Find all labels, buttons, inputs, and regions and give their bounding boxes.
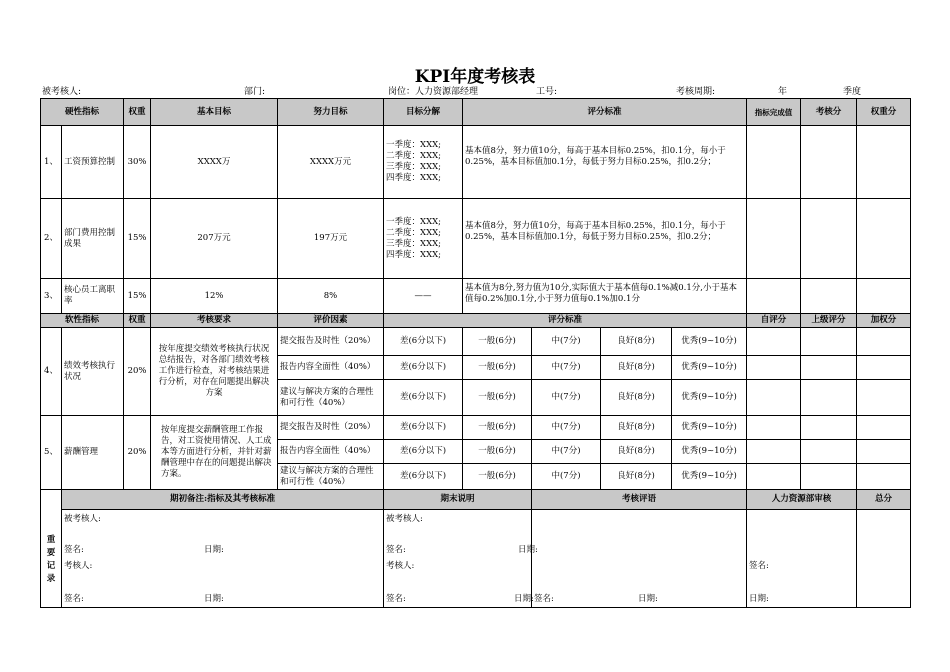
self-score[interactable] [747, 356, 801, 380]
indicator-name: 薪酬管理 [62, 416, 124, 490]
final-notes-header: 期末说明 [384, 490, 532, 510]
requirement-header: 考核要求 [151, 314, 278, 328]
superior-score[interactable] [801, 440, 857, 464]
breakdown-q2: 二季度：XXX; [386, 151, 442, 161]
row-no: 3、 [41, 279, 62, 314]
superior-score-header: 上级评分 [801, 314, 857, 328]
initial-assessor-label: 考核人: [64, 561, 93, 571]
total-score-cell[interactable] [857, 510, 911, 608]
assessment-requirement: 按年度提交薪酬管理工作报告，对工资使用情况、人工成本等方面进行分析，并针对薪酬管理中存在的问题提出解决方案。 [151, 416, 278, 490]
grade-good[interactable]: 良好(8分) [601, 356, 672, 380]
position-label: 岗位：人力资源部经理 [388, 87, 479, 97]
record-side-label [41, 490, 62, 608]
self-score[interactable] [747, 380, 801, 416]
indicator-weight: 15% [124, 279, 151, 314]
assessee-label: 被考核人: [42, 87, 82, 97]
grade-fair[interactable]: 一般(6分) [463, 464, 532, 490]
soft-weight-header: 权重 [124, 314, 151, 328]
weighted-value[interactable] [857, 279, 911, 314]
weighted-score[interactable] [857, 380, 911, 416]
hard-indicator-header: 硬性指标 [41, 99, 124, 126]
superior-score[interactable] [801, 416, 857, 440]
weighted-score-header: 加权分 [857, 314, 911, 328]
final-assessor-date: 日期: [514, 594, 534, 604]
self-score[interactable] [747, 464, 801, 490]
kpi-table [40, 98, 911, 608]
grade-good[interactable]: 良好(8分) [601, 464, 672, 490]
self-score-header: 自评分 [747, 314, 801, 328]
base-target-header: 基本目标 [151, 99, 278, 126]
scoring-criteria: 基本值8分，努力值10分，每高于基本目标0.25%，扣0.1分，每小于0.25%，基本目标值加0.1分，每低于努力目标0.25%，扣0.2分； [463, 126, 747, 199]
hard-row-2 [41, 199, 911, 279]
evaluation-factor: 报告内容全面性（40%） [278, 356, 384, 380]
grade-excellent[interactable]: 优秀(9~10分) [672, 416, 747, 440]
superior-score[interactable] [801, 380, 857, 416]
evaluation-factor: 建议与解决方案的合理性和可行性（40%） [278, 464, 384, 490]
hard-weight-header: 权重 [124, 99, 151, 126]
weighted-header: 权重分 [857, 99, 911, 126]
comment-cell[interactable] [532, 510, 747, 608]
initial-assessee-date: 日期: [204, 545, 224, 555]
base-target: 207万元 [151, 199, 278, 279]
grade-medium[interactable]: 中(7分) [532, 328, 601, 356]
initial-assessor-sign: 签名: [64, 594, 84, 604]
record-body-row [41, 510, 911, 608]
grade-poor[interactable]: 差(6分以下) [384, 328, 463, 356]
base-target: XXXX万 [151, 126, 278, 199]
weighted-value[interactable] [857, 126, 911, 199]
grade-good[interactable]: 良好(8分) [601, 328, 672, 356]
total-header: 总分 [857, 490, 911, 510]
hr-review-cell[interactable] [747, 510, 857, 608]
quarter-label: 季度 [843, 87, 862, 97]
breakdown-q4: 四季度：XXX; [386, 249, 442, 260]
breakdown-q3: 三季度：XXX; [386, 238, 442, 249]
grade-fair[interactable]: 一般(6分) [463, 440, 532, 464]
grade-excellent[interactable]: 优秀(9~10分) [672, 328, 747, 356]
weighted-score[interactable] [857, 356, 911, 380]
grade-fair[interactable]: 一般(6分) [463, 416, 532, 440]
grade-medium[interactable]: 中(7分) [532, 464, 601, 490]
grade-good[interactable]: 良好(8分) [601, 416, 672, 440]
score-value[interactable] [801, 279, 857, 314]
dept-label: 部门: [244, 87, 266, 97]
grade-medium[interactable]: 中(7分) [532, 416, 601, 440]
superior-score[interactable] [801, 464, 857, 490]
grade-medium[interactable]: 中(7分) [532, 380, 601, 416]
score-value[interactable] [801, 126, 857, 199]
weighted-score[interactable] [857, 416, 911, 440]
target-breakdown: —— [384, 279, 463, 314]
breakdown-header: 目标分解 [384, 99, 463, 126]
initial-assessee-sign: 签名: [64, 545, 84, 555]
effort-target: XXXX万元 [278, 126, 384, 199]
indicator-weight: 20% [124, 416, 151, 490]
grade-excellent[interactable]: 优秀(9~10分) [672, 464, 747, 490]
year-label: 年 [778, 87, 788, 97]
soft-criteria-header: 评分标准 [384, 314, 747, 328]
record-header-row [41, 490, 911, 510]
effort-target-header: 努力目标 [278, 99, 384, 126]
initial-assessor-date: 日期: [204, 594, 224, 604]
grade-poor[interactable]: 差(6分以下) [384, 440, 463, 464]
factor-header: 评价因素 [278, 314, 384, 328]
grade-good[interactable]: 良好(8分) [601, 440, 672, 464]
grade-fair[interactable]: 一般(6分) [463, 380, 532, 416]
initial-notes-header: 期初备注:指标及其考核标准 [62, 490, 384, 510]
base-target: 12% [151, 279, 278, 314]
initial-assessee-label: 被考核人: [64, 514, 101, 524]
indicator-weight: 15% [124, 199, 151, 279]
weighted-score[interactable] [857, 440, 911, 464]
soft-header-row [41, 314, 911, 328]
row-no: 1、 [41, 126, 62, 199]
record-side-label-text: 重要记录 [46, 534, 56, 584]
evaluation-factor: 建议与解决方案的合理性和可行性（40%） [278, 380, 384, 416]
self-score[interactable] [747, 416, 801, 440]
soft-row-5-a [41, 416, 911, 440]
grade-poor[interactable]: 差(6分以下) [384, 356, 463, 380]
soft-indicator-header: 软性指标 [41, 314, 124, 328]
job-no-label: 工号: [536, 87, 558, 97]
grade-excellent[interactable]: 优秀(9~10分) [672, 356, 747, 380]
breakdown-q2: 二季度：XXX; [386, 227, 442, 238]
assessment-requirement: 按年度提交绩效考核执行状况总结报告，对各部门绩效考核工作进行检查，对考核结果进行分析，对存在问题提出解决方案 [151, 328, 278, 416]
target-breakdown [384, 126, 463, 199]
initial-notes-cell[interactable] [62, 510, 384, 608]
indicator-weight: 30% [124, 126, 151, 199]
weighted-score[interactable] [857, 328, 911, 356]
grade-excellent[interactable]: 优秀(9~10分) [672, 440, 747, 464]
hard-row-3 [41, 279, 911, 314]
completion-value[interactable] [747, 126, 801, 199]
completion-value[interactable] [747, 199, 801, 279]
breakdown-q3: 三季度：XXX; [386, 162, 442, 172]
scoring-criteria: 基本值8分，努力值10分，每高于基本目标0.25%，扣0.1分，每小于0.25%，基本目标值加0.1分，每低于努力目标0.25%，扣0.2分； [463, 199, 747, 279]
indicator-name: 工资预算控制 [62, 126, 124, 199]
breakdown-q1: 一季度：XXX; [386, 216, 442, 227]
hard-row-1 [41, 126, 911, 199]
final-assessee-sign: 签名: [386, 545, 406, 555]
comment-date: 日期: [638, 594, 658, 604]
grade-fair[interactable]: 一般(6分) [463, 328, 532, 356]
row-no: 5、 [41, 416, 62, 490]
scoring-criteria: 基本值为8分,努力值为10分,实际值大于基本值每0.1%减0.1分,小于基本值每0.2%加0.1分,小于努力值每0.1%加0.1分 [463, 279, 747, 314]
evaluation-factor: 提交报告及时性（20%） [278, 328, 384, 356]
self-score[interactable] [747, 328, 801, 356]
indicator-name: 核心员工离职率 [62, 279, 124, 314]
grade-medium[interactable]: 中(7分) [532, 356, 601, 380]
grade-poor[interactable]: 差(6分以下) [384, 416, 463, 440]
hr-sign: 签名: [749, 561, 769, 571]
superior-score[interactable] [801, 328, 857, 356]
soft-row-4-a [41, 328, 911, 356]
score-header: 考核分 [801, 99, 857, 126]
score-value[interactable] [801, 199, 857, 279]
completion-value[interactable] [747, 279, 801, 314]
comment-header: 考核评语 [532, 490, 747, 510]
grade-poor[interactable]: 差(6分以下) [384, 464, 463, 490]
breakdown-q4: 四季度：XXX; [386, 173, 442, 183]
grade-fair[interactable]: 一般(6分) [463, 356, 532, 380]
target-breakdown [384, 199, 463, 279]
final-assessee-label: 被考核人: [386, 514, 423, 524]
breakdown-q1: 一季度：XXX; [386, 140, 442, 150]
completion-header: 指标完成值 [747, 99, 801, 126]
page-title: KPI年度考核表 [414, 67, 536, 87]
evaluation-factor: 提交报告及时性（20%） [278, 416, 384, 440]
superior-score[interactable] [801, 356, 857, 380]
indicator-name: 部门费用控制成果 [62, 199, 124, 279]
hr-review-header: 人力资源部审核 [747, 490, 857, 510]
final-assessor-label: 考核人: [386, 561, 415, 571]
indicator-name: 绩效考核执行状况 [62, 328, 124, 416]
evaluation-factor: 报告内容全面性（40%） [278, 440, 384, 464]
grade-excellent[interactable]: 优秀(9~10分) [672, 380, 747, 416]
grade-medium[interactable]: 中(7分) [532, 440, 601, 464]
effort-target: 8% [278, 279, 384, 314]
self-score[interactable] [747, 440, 801, 464]
row-no: 4、 [41, 328, 62, 416]
hard-header-row [41, 99, 911, 126]
final-notes-cell[interactable] [384, 510, 538, 608]
comment-sign: 签名: [534, 594, 554, 604]
final-assessee-date: 日期: [518, 545, 538, 555]
effort-target: 197万元 [278, 199, 384, 279]
final-assessor-sign: 签名: [386, 594, 406, 604]
weighted-score[interactable] [857, 464, 911, 490]
hard-criteria-header: 评分标准 [463, 99, 747, 126]
grade-poor[interactable]: 差(6分以下) [384, 380, 463, 416]
row-no: 2、 [41, 199, 62, 279]
period-label: 考核周期: [676, 87, 716, 97]
grade-good[interactable]: 良好(8分) [601, 380, 672, 416]
hr-date: 日期: [749, 594, 769, 604]
indicator-weight: 20% [124, 328, 151, 416]
weighted-value[interactable] [857, 199, 911, 279]
